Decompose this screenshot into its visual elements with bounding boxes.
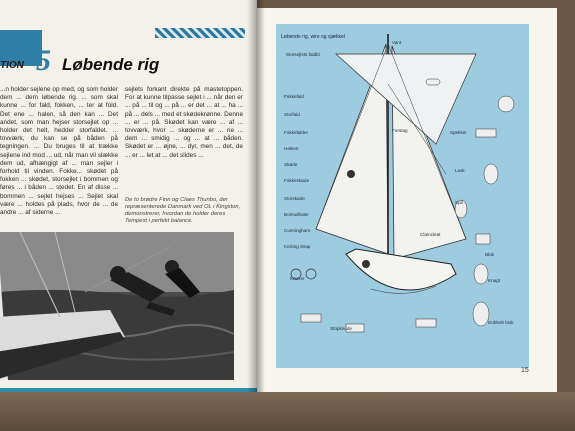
diagram-label: Storsejlets faldbl	[286, 52, 320, 57]
rigging-diagram	[276, 24, 529, 368]
sailing-photo	[0, 232, 234, 380]
left-page	[0, 0, 257, 392]
table-surface	[0, 392, 575, 431]
diagram-label: Kicking strap	[284, 244, 311, 249]
section-word: TION	[0, 60, 24, 71]
diagram-label: Spil	[455, 200, 463, 205]
diagram-label: Cunningham	[284, 228, 311, 233]
diagram-label: Fokkeskøde	[284, 178, 310, 183]
diagram-label: Kauser	[290, 276, 305, 281]
diagram-label: Knagt	[488, 278, 501, 283]
illustration-header: Løbende rig, wire og sjækkel	[281, 34, 345, 40]
page-number: 15	[521, 367, 529, 374]
diagram-label: Bomudhaler	[284, 212, 309, 217]
sailing-photo-image	[0, 232, 234, 380]
diagram-label: Storskøde	[284, 196, 305, 201]
diagram-label: Dobbelt blok	[488, 320, 514, 325]
diagram-label: Vant	[392, 40, 402, 45]
diagram-label: Skøde	[284, 162, 298, 167]
diagram-label: Forstag	[392, 128, 408, 133]
rigging-illustration	[276, 24, 529, 368]
book-gutter	[247, 0, 265, 395]
body-column-2: sejlets forkant direkte på mastetoppen. For at kunne tilpasse sejlet i ... når den er ... på ... til og ... på ... er det ... at ... ha ... på ... dels ... med et skødekrønne. Denne ... er ... på. Skødet kan være ... af ... tovværk, hvor ... skøderne er ... ne ... dem ... smidig ... og ... at ... båden. Skødet er ... øjne, ... dyr, men ... det, de ... er ... let at ... det slides ...	[125, 86, 243, 159]
diagram-label: Blok	[485, 252, 494, 257]
diagram-label: Halsen	[284, 146, 299, 151]
section-number: 5	[36, 44, 51, 77]
page-title: Løbende rig	[62, 55, 160, 74]
diagram-label: Sjækkel	[450, 130, 467, 135]
diagram-label: Clamcleat	[420, 232, 441, 237]
diagram-label: Fokkefald	[284, 94, 304, 99]
diagram-label: Storfald	[284, 112, 300, 117]
diagram-label: Fokkefaldet	[284, 130, 308, 135]
diagram-label: Stopknude	[330, 326, 352, 331]
rope-decoration	[155, 28, 245, 38]
body-column-1: ...n holder sejlene op med, og som holder dem ... dem løbende rig. ... som skal kunne ... for fald, fokken, ... ter at fold. Det ene ... halen, så den kan ... Det andet, som man hejser storsejlet op ... holder det helt, hedder storfaldet. ... tovværk, du kan se på båden på tegningen. ... Du bruges til at trække sejlene ind mod ... ud, når man vil slække dem ud, afhængigt af ... man sejler i forhold til vinden. Fokke... skødet på fokken ... skødet, storsejlet i bommen og føres ... i båden ... stedet. En af disse ... bommen ... sejlet hejses ... Sejlet skal være ... holdes på plads, hvor de ... de andre ... af siderne ...	[0, 86, 118, 217]
photo-caption: De to brødre Finn og Claes Thunbo, der repræsenterede Danmark ved OL i Kingston, demonstrerer, hvordan de holder deres Tempest i perfekt balance.	[125, 197, 241, 224]
diagram-label: Lask	[455, 168, 465, 173]
